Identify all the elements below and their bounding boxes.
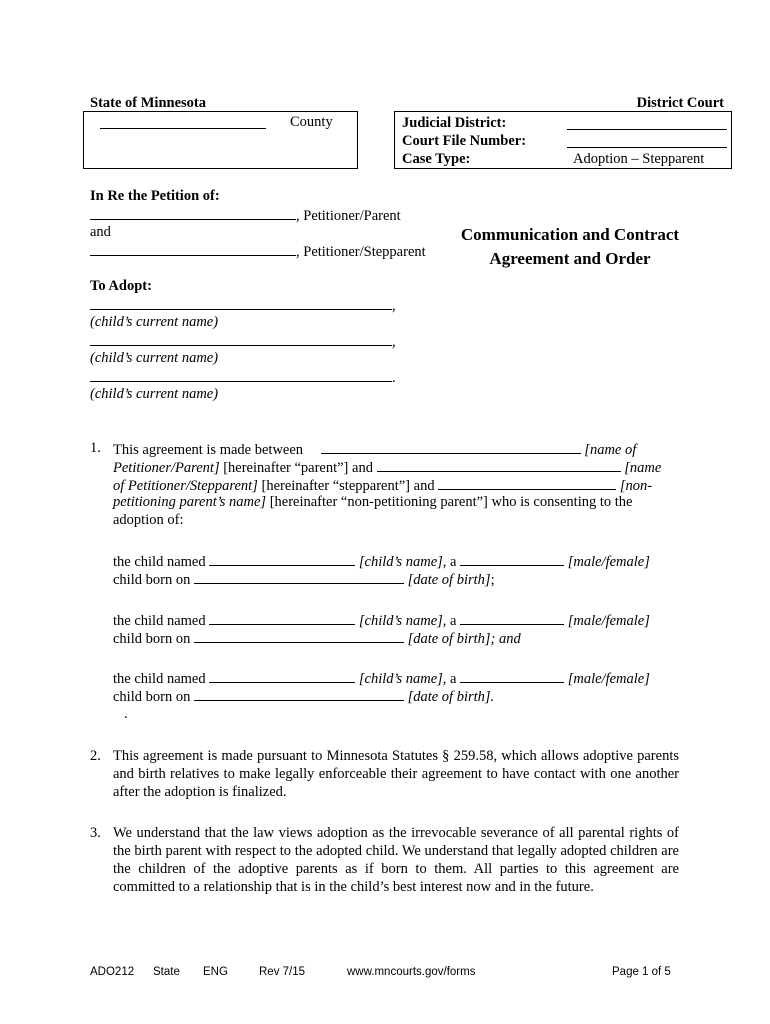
child1-dob-line: child born on [date of birth]; [113,569,495,589]
parent-name-field[interactable] [321,439,581,454]
child-name-line-2: , [90,331,396,351]
stray-dot: . [124,706,128,722]
petitioner-parent-label: , Petitioner/Parent [296,208,401,224]
para3-number: 3. [90,825,101,841]
footer-form-code: ADO212 [90,966,135,978]
child-name-label-1: (child’s current name) [90,314,219,330]
para1-line5: adoption of: [113,512,184,528]
child3-name-line: the child named [child’s name], a [male/female] [113,668,650,688]
petitioner-parent-field[interactable] [90,205,296,220]
petitioner-parent-line [90,205,401,225]
petitioner-stepparent-label: , Petitioner/Stepparent [296,244,426,260]
county-label: County [290,114,333,130]
para1-line2: Petitioner/Parent] [hereinafter “parent”] and [name [113,457,661,477]
child-name-field-2[interactable] [90,331,392,346]
child2-dob-line: child born on [date of birth]; and [113,628,521,648]
court-label: District Court [636,95,724,111]
petitioner-stepparent-field[interactable] [90,241,296,256]
child-name-label-2: (child’s current name) [90,350,219,366]
para2-text: This agreement is made pursuant to Minnesota Statutes § 259.58, which allows adoptive parents and birth relatives to make legally enforceable their agreement to have contact with one another after the adoption is finalized. [113,748,679,800]
in-re-label: In Re the Petition of: [90,188,220,204]
para2-number: 2. [90,748,101,764]
judicial-district-field[interactable] [567,115,727,130]
para1-line4: petitioning parent’s name] [hereinafter “non-petitioning parent”] who is consenting to the [113,494,633,510]
child-name-line-3: . [90,367,396,387]
child1-name-line: the child named [child’s name], a [male/female] [113,551,650,571]
child1-dob-field[interactable] [194,569,404,584]
document-title-line2: Agreement and Order [489,249,651,268]
child2-sex-field[interactable] [460,610,564,625]
para1-number: 1. [90,440,101,456]
child3-dob-line: child born on [date of birth]. [113,686,494,706]
footer-language: ENG [203,966,228,978]
child-name-field-1[interactable] [90,295,392,310]
non-petitioning-parent-field[interactable] [438,475,616,490]
para1-line3: of Petitioner/Stepparent] [hereinafter “stepparent”] and [non- [113,475,652,495]
child2-dob-field[interactable] [194,628,404,643]
child3-name-field[interactable] [209,668,355,683]
judicial-district-label: Judicial District: [402,115,507,131]
document-title-line1: Communication and Contract [460,225,680,244]
child-name-field-3[interactable] [90,367,392,382]
county-blank[interactable] [100,114,266,129]
case-type-label: Case Type: [402,151,471,167]
petitioner-stepparent-line [90,241,426,261]
child-name-label-3: (child’s current name) [90,386,219,402]
child-name-line-1: , [90,295,396,315]
child3-dob-field[interactable] [194,686,404,701]
footer-page-number: Page 1 of 5 [612,966,671,978]
para3-text: We understand that the law views adoption as the irrevocable severance of all parental rights of the birth parent with respect to the adopted child. We understand that legally adopted children are the children of the adoptive parents as if born to them. All parties to this agreement are committed to a relationship that is in the child’s best interest now and in the future. [113,825,679,895]
child2-name-field[interactable] [209,610,355,625]
court-file-number-label: Court File Number: [402,133,527,149]
case-type-value: Adoption – Stepparent [573,151,705,167]
child1-sex-field[interactable] [460,551,564,566]
para1-line1: This agreement is made between [name of [113,439,636,459]
child3-sex-field[interactable] [460,668,564,683]
and-label: and [90,224,111,240]
footer-state: State [153,966,180,978]
child1-name-field[interactable] [209,551,355,566]
court-file-number-field[interactable] [567,133,727,148]
footer-url[interactable]: www.mncourts.gov/forms [347,966,476,978]
stepparent-name-field[interactable] [377,457,621,472]
to-adopt-label: To Adopt: [90,278,152,294]
state-label: State of Minnesota [90,95,206,111]
child2-name-line: the child named [child’s name], a [male/female] [113,610,650,630]
footer-revision: Rev 7/15 [259,966,306,978]
